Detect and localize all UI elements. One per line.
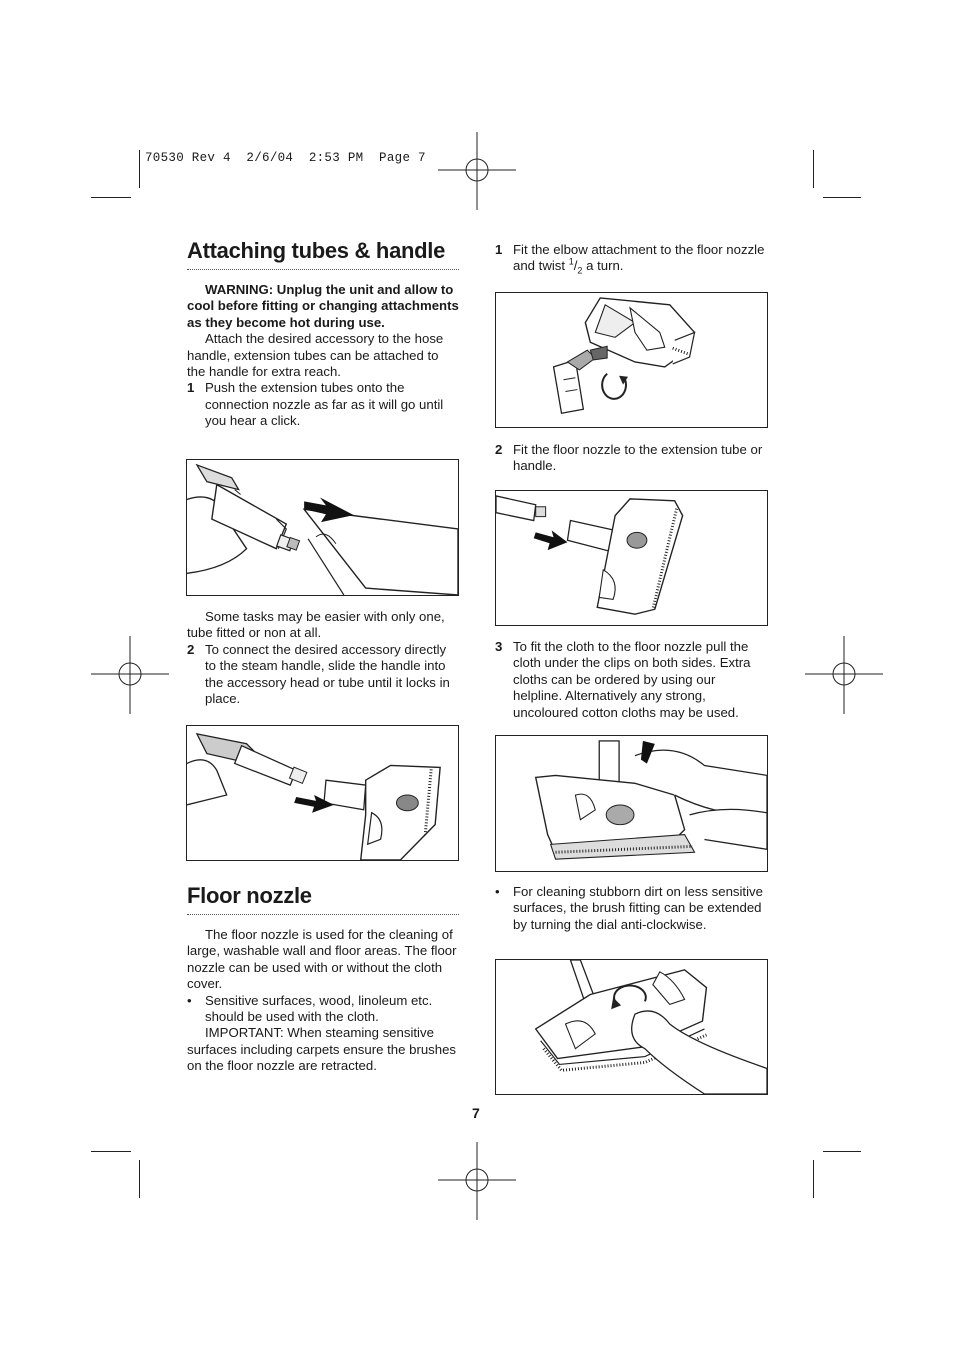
- bullet-text: For cleaning stubborn dirt on less sensitive surfaces, the brush fitting can be extended by turning the dial anti-clockwise.: [513, 884, 763, 932]
- crop-mark: [91, 197, 131, 198]
- registration-mark-icon: [438, 132, 516, 210]
- crop-mark: [813, 1160, 814, 1198]
- title-rule: [187, 269, 459, 270]
- crop-mark: [91, 1151, 131, 1152]
- fraction-numerator: 1: [568, 257, 574, 268]
- step-number: 2: [187, 641, 195, 657]
- step-number: 1: [187, 380, 195, 396]
- crop-mark: [823, 197, 861, 198]
- step-number: 2: [495, 442, 503, 457]
- registration-mark-icon: [91, 636, 169, 714]
- bullet-mark: •: [495, 884, 500, 899]
- step-item: [187, 380, 459, 429]
- section-title-attaching: Attaching tubes & handle: [187, 238, 446, 263]
- left-text-block-2: [187, 609, 459, 707]
- right-text-block-3: [495, 639, 767, 721]
- crop-mark: [813, 150, 814, 188]
- crop-mark: [139, 150, 140, 188]
- important-text: IMPORTANT: When steaming sensitive surfaces including carpets ensure the brushes on the floor nozzle are retracted.: [187, 1025, 457, 1074]
- registration-mark-icon: [805, 636, 883, 714]
- figure-handle-to-nozzle: [186, 725, 459, 861]
- fraction-denominator: 2: [577, 266, 583, 277]
- figure-nozzle-to-tube: [495, 490, 768, 626]
- right-text-block-1: [495, 242, 767, 275]
- step-item: [495, 639, 767, 721]
- right-text-block-2: [495, 442, 767, 475]
- title-rule: [187, 914, 459, 915]
- page-number: 7: [472, 1105, 480, 1121]
- step-text: To connect the desired accessory directly to the steam handle, slide the handle into the accessory head or tube until it locks in place.: [205, 641, 450, 707]
- step-text: Fit the floor nozzle to the extension tube or handle.: [513, 442, 763, 474]
- step-item: [495, 442, 767, 475]
- registration-mark-icon: [438, 1142, 516, 1220]
- figure-tube-connection: [186, 459, 459, 596]
- figure-brush-dial: [495, 959, 768, 1095]
- floor-paragraph: The floor nozzle is used for the cleaning of large, washable wall and floor areas. The floor nozzle can be used with or without the cloth cover.: [187, 927, 457, 992]
- right-text-block-4: [495, 884, 767, 933]
- crop-mark: [823, 1151, 861, 1152]
- step-text: Fit the elbow attachment to the floor nozzle and twist: [513, 242, 765, 274]
- step-number: 3: [495, 639, 503, 654]
- bullet-text: Sensitive surfaces, wood, linoleum etc. should be used with the cloth.: [205, 992, 433, 1025]
- print-slug: 70530 Rev 4 2/6/04 2:53 PM Page 7: [145, 151, 426, 165]
- step-text: a turn.: [582, 258, 624, 274]
- figure-elbow-twist: [495, 292, 768, 428]
- figure-cloth-fitting: [495, 735, 768, 872]
- note-text: Some tasks may be easier with only one, tube fitted or non at all.: [187, 609, 445, 641]
- step-text: To fit the cloth to the floor nozzle pull the cloth under the clips on both sides. Extra cloths can be ordered by using our helpline. Alternatively any strong, uncoloured cotton cloths may be used.: [513, 639, 751, 720]
- step-item: [187, 642, 459, 708]
- crop-mark: [139, 1160, 140, 1198]
- intro-text: Attach the desired accessory to the hose handle, extension tubes can be attached to the handle for extra reach.: [187, 331, 444, 380]
- left-text-block-1: [187, 282, 459, 430]
- bullet-item: [495, 884, 767, 933]
- warning-text: WARNING: Unplug the unit and allow to cool before fitting or changing attachments as they become hot during use.: [187, 282, 459, 330]
- step-number: 1: [495, 242, 503, 257]
- bullet-item: [187, 993, 459, 1026]
- step-text: Push the extension tubes onto the connection nozzle as far as it will go until you hear a click.: [205, 380, 444, 429]
- section-title-floor-nozzle: Floor nozzle: [187, 883, 312, 908]
- bullet-mark: •: [187, 992, 192, 1008]
- step-item: 1 Fit the elbow attachment to the floor nozzle and twist $^1/_2$ a turn.: [495, 242, 765, 277]
- left-text-block-3: [187, 927, 459, 1075]
